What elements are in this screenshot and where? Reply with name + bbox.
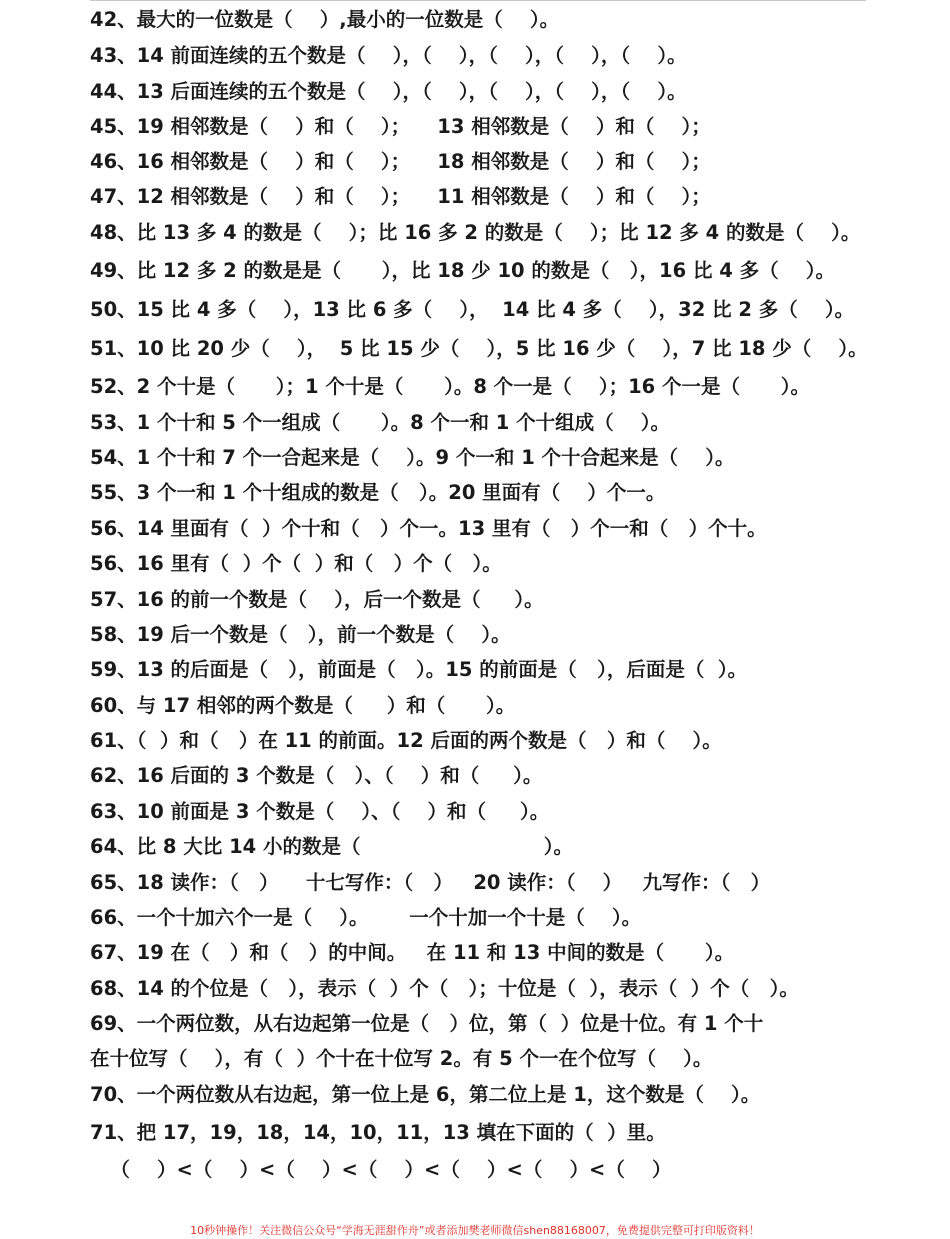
question-line: 57、16 的前一个数是（ ），后一个数是（ ）。 — [90, 588, 544, 611]
question-line: 59、13 的后面是（ ），前面是（ ）。15 的前面是（ ），后面是（ ）。 — [90, 658, 748, 681]
question-line: 63、10 前面是 3 个数是（ ）、（ ）和（ ）。 — [90, 800, 550, 823]
question-line: 71、把 17，19，18，14，10，11，13 填在下面的（ ）里。 — [90, 1121, 666, 1144]
question-line: 62、16 后面的 3 个数是（ ）、（ ）和（ ）。 — [90, 764, 543, 787]
question-line: 60、与 17 相邻的两个数是（ ）和（ ）。 — [90, 694, 516, 717]
question-line: 52、2 个十是（ ）；1 个十是（ ）。8 个一是（ ）；16 个一是（ ）。 — [90, 375, 810, 398]
question-line: 66、一个十加六个一是（ ）。 一个十加一个十是（ ）。 — [90, 906, 642, 929]
question-line: 43、14 前面连续的五个数是（ ），（ ），（ ），（ ），（ ）。 — [90, 44, 687, 67]
question-line: 53、1 个十和 5 个一组成（ ）。8 个一和 1 个十组成（ ）。 — [90, 411, 671, 434]
question-line: 44、13 后面连续的五个数是（ ），（ ），（ ），（ ），（ ）。 — [90, 80, 687, 103]
question-line: 56、16 里有（ ）个（ ）和（ ）个（ ）。 — [90, 552, 502, 575]
worksheet — [90, 0, 890, 1239]
question-line: 58、19 后一个数是（ ），前一个数是（ ）。 — [90, 623, 511, 646]
question-line: 67、19 在（ ）和（ ）的中间。 在 11 和 13 中间的数是（ ）。 — [90, 941, 735, 964]
question-line: 50、15 比 4 多（ ），13 比 6 多（ ）， 14 比 4 多（ ），32 比 2 多（ ）。 — [90, 298, 855, 321]
question-line: 61、（ ）和（ ）在 11 的前面。12 后面的两个数是（ ）和（ ）。 — [90, 729, 722, 752]
question-line: 54、1 个十和 7 个一合起来是（ ）。9 个一和 1 个十合起来是（ ）。 — [90, 446, 735, 469]
question-line: 69、一个两位数，从右边起第一位是（ ）位，第（ ）位是十位。有 1 个十 — [90, 1012, 764, 1035]
promo-footer: 10秒钟操作！关注微信公众号“学海无涯甜作舟”或者添加樊老师微信shen88168007，免费提供完整可打印版资料！ — [190, 1224, 760, 1237]
question-line: 48、比 13 多 4 的数是（ ）；比 16 多 2 的数是（ ）；比 12 多 4 的数是（ ）。 — [90, 221, 861, 244]
question-line: 46、16 相邻数是（ ）和（ ）； 18 相邻数是（ ）和（ ）； — [90, 150, 711, 173]
question-line: 65、18 读作：（ ） 十七写作：（ ） 20 读作：（ ） 九写作：（ ） — [90, 871, 771, 894]
question-line: 56、14 里面有（ ）个十和（ ）个一。13 里有（ ）个一和（ ）个十。 — [90, 517, 767, 540]
question-line: 47、12 相邻数是（ ）和（ ）； 11 相邻数是（ ）和（ ）； — [90, 185, 711, 208]
question-line: 42、最大的一位数是（ ）,最小的一位数是（ ）。 — [90, 8, 560, 31]
question-line: 51、10 比 20 少（ ）， 5 比 15 少（ ），5 比 16 少（ ），7 比 18 少（ ）。 — [90, 337, 868, 360]
question-line: 45、19 相邻数是（ ）和（ ）； 13 相邻数是（ ）和（ ）； — [90, 115, 711, 138]
question-line: 在十位写（ ），有（ ）个十在十位写 2。有 5 个一在个位写（ ）。 — [90, 1047, 713, 1070]
question-line: （ ）<（ ）<（ ）<（ ）<（ ）<（ ）<（ ） — [90, 1158, 672, 1181]
question-line: 68、14 的个位是（ ），表示（ ）个（ ）；十位是（ ），表示（ ）个（ ）。 — [90, 977, 799, 1000]
question-line: 55、3 个一和 1 个十组成的数是（ ）。20 里面有（ ）个一。 — [90, 481, 666, 504]
question-line: 49、比 12 多 2 的数是是（ ），比 18 少 10 的数是（ ），16 比 4 多（ ）。 — [90, 259, 835, 282]
question-line: 64、比 8 大比 14 小的数是（ ）。 — [90, 835, 574, 858]
question-line: 70、一个两位数从右边起，第一位上是 6，第二位上是 1，这个数是（ ）。 — [90, 1083, 761, 1106]
